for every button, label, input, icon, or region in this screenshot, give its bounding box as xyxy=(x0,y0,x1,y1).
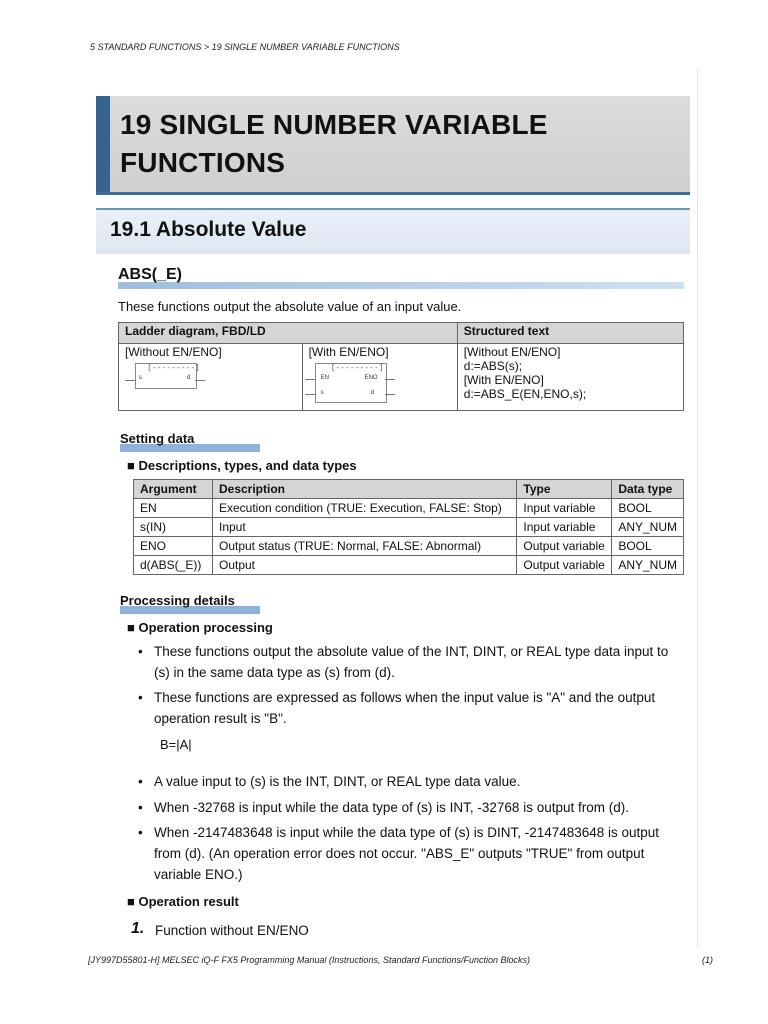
ladder-without-diagram xyxy=(125,359,296,403)
table-row xyxy=(134,518,684,537)
arg-cell: Output variable xyxy=(517,537,612,556)
bullet-text: When -32768 is input while the data type of (s) is INT, -32768 is output from (d). xyxy=(154,800,629,815)
bullet-icon: • xyxy=(138,644,143,659)
pin-d: d xyxy=(370,390,374,396)
st-cell xyxy=(457,344,683,411)
bullet-icon: • xyxy=(138,800,143,815)
arg-cell: Input xyxy=(212,518,516,537)
bullet-text: When -2147483648 is input while the data type of (s) is DINT, -2147483648 is output from (d). (An operation error does not occur. "ABS_E" outputs "TRUE" from output variable ENO.) xyxy=(154,825,660,882)
pin-d: d xyxy=(187,375,191,381)
arg-header: Type xyxy=(517,480,612,499)
eno-wire xyxy=(385,379,395,380)
bullet-icon: • xyxy=(138,774,143,789)
output-wire xyxy=(385,394,395,395)
ladder-without-label: [Without EN/ENO] xyxy=(125,345,222,359)
st-line: d:=ABS(s); xyxy=(463,359,523,373)
page-number: (1) xyxy=(702,955,713,965)
operation-result-heading: ■ Operation result xyxy=(127,894,239,909)
section-header xyxy=(96,208,690,254)
chapter-accent-bar xyxy=(96,96,110,192)
function-block-name: [---------] xyxy=(147,363,200,372)
ladder-with-label: [With EN/ENO] xyxy=(308,345,389,359)
ladder-with-diagram xyxy=(309,359,451,403)
arg-cell: BOOL xyxy=(612,499,684,518)
arg-header: Data type xyxy=(612,480,684,499)
st-line: [Without EN/ENO] xyxy=(463,345,561,359)
intro-text: These functions output the absolute value of an input value. xyxy=(118,299,462,314)
table-row xyxy=(134,556,684,575)
st-line: d:=ABS_E(EN,ENO,s); xyxy=(463,387,587,401)
step-text: Function without EN/ENO xyxy=(155,923,309,938)
page-edge-line xyxy=(697,68,698,948)
arg-cell: ANY_NUM xyxy=(612,556,684,575)
bullet-icon: • xyxy=(138,690,143,705)
arg-cell: Output xyxy=(212,556,516,575)
bullet-text: These functions are expressed as follows when the input value is "A" and the output operation result is "B". xyxy=(154,690,656,726)
processing-details-label: Processing details xyxy=(120,593,235,608)
section-title: 19.1 Absolute Value xyxy=(110,218,307,241)
arg-cell: Input variable xyxy=(517,518,612,537)
chapter-title xyxy=(120,106,548,182)
arg-cell: Input variable xyxy=(517,499,612,518)
formula: B=|A| xyxy=(160,737,192,752)
breadcrumb: 5 STANDARD FUNCTIONS > 19 SINGLE NUMBER VARIABLE FUNCTIONS xyxy=(90,42,400,52)
pin-s: s xyxy=(320,390,324,396)
pin-s: s xyxy=(139,375,142,381)
pin-en: EN xyxy=(320,375,329,381)
chapter-header xyxy=(96,96,690,195)
table-row xyxy=(134,499,684,518)
pin-eno: ENO xyxy=(364,375,378,381)
bullet-text: A value input to (s) is the INT, DINT, or REAL type data value. xyxy=(154,774,521,789)
arg-cell: ANY_NUM xyxy=(612,518,684,537)
chapter-title-line2: FUNCTIONS xyxy=(120,147,286,178)
input-wire xyxy=(125,380,135,381)
setting-data-label: Setting data xyxy=(120,431,195,446)
arg-header: Description xyxy=(212,480,516,499)
function-block-name: [---------] xyxy=(330,363,384,372)
arg-cell: BOOL xyxy=(612,537,684,556)
function-title: ABS(_E) xyxy=(118,266,183,283)
function-heading-underline xyxy=(118,282,684,289)
setting-data-heading xyxy=(120,431,194,446)
ladder-with-cell xyxy=(302,344,457,411)
arg-cell: s(IN) xyxy=(134,518,213,537)
en-wire xyxy=(305,379,315,380)
syntax-header-ladder: Ladder diagram, FBD/LD xyxy=(119,323,458,344)
function-heading xyxy=(118,266,684,286)
ladder-without-cell xyxy=(119,344,303,411)
syntax-header-st: Structured text xyxy=(457,323,683,344)
chapter-title-line1: 19 SINGLE NUMBER VARIABLE xyxy=(120,109,548,140)
processing-details-heading xyxy=(120,593,235,608)
operation-processing-heading: ■ Operation processing xyxy=(127,620,273,635)
arg-cell: EN xyxy=(134,499,213,518)
arg-cell: d(ABS(_E)) xyxy=(134,556,213,575)
table-row xyxy=(134,537,684,556)
arg-cell: ENO xyxy=(134,537,213,556)
input-wire xyxy=(305,394,315,395)
descriptions-heading: ■ Descriptions, types, and data types xyxy=(127,458,357,473)
argument-table xyxy=(133,479,684,575)
step-number: 1. xyxy=(131,920,145,937)
bullet-text: These functions output the absolute value of the INT, DINT, or REAL type data input to (s) in the same data type as (s) from (d). xyxy=(154,644,669,680)
syntax-table xyxy=(118,322,684,411)
arg-cell: Execution condition (TRUE: Execution, FALSE: Stop) xyxy=(212,499,516,518)
footer-text: [JY997D55801-H] MELSEC iQ-F FX5 Programming Manual (Instructions, Standard Functions/Function Blocks) xyxy=(88,955,531,965)
arg-header: Argument xyxy=(134,480,213,499)
arg-cell: Output variable xyxy=(517,556,612,575)
arg-cell: Output status (TRUE: Normal, FALSE: Abnormal) xyxy=(212,537,516,556)
output-wire xyxy=(195,380,205,381)
st-line: [With EN/ENO] xyxy=(463,373,544,387)
bullet-icon: • xyxy=(138,825,143,840)
